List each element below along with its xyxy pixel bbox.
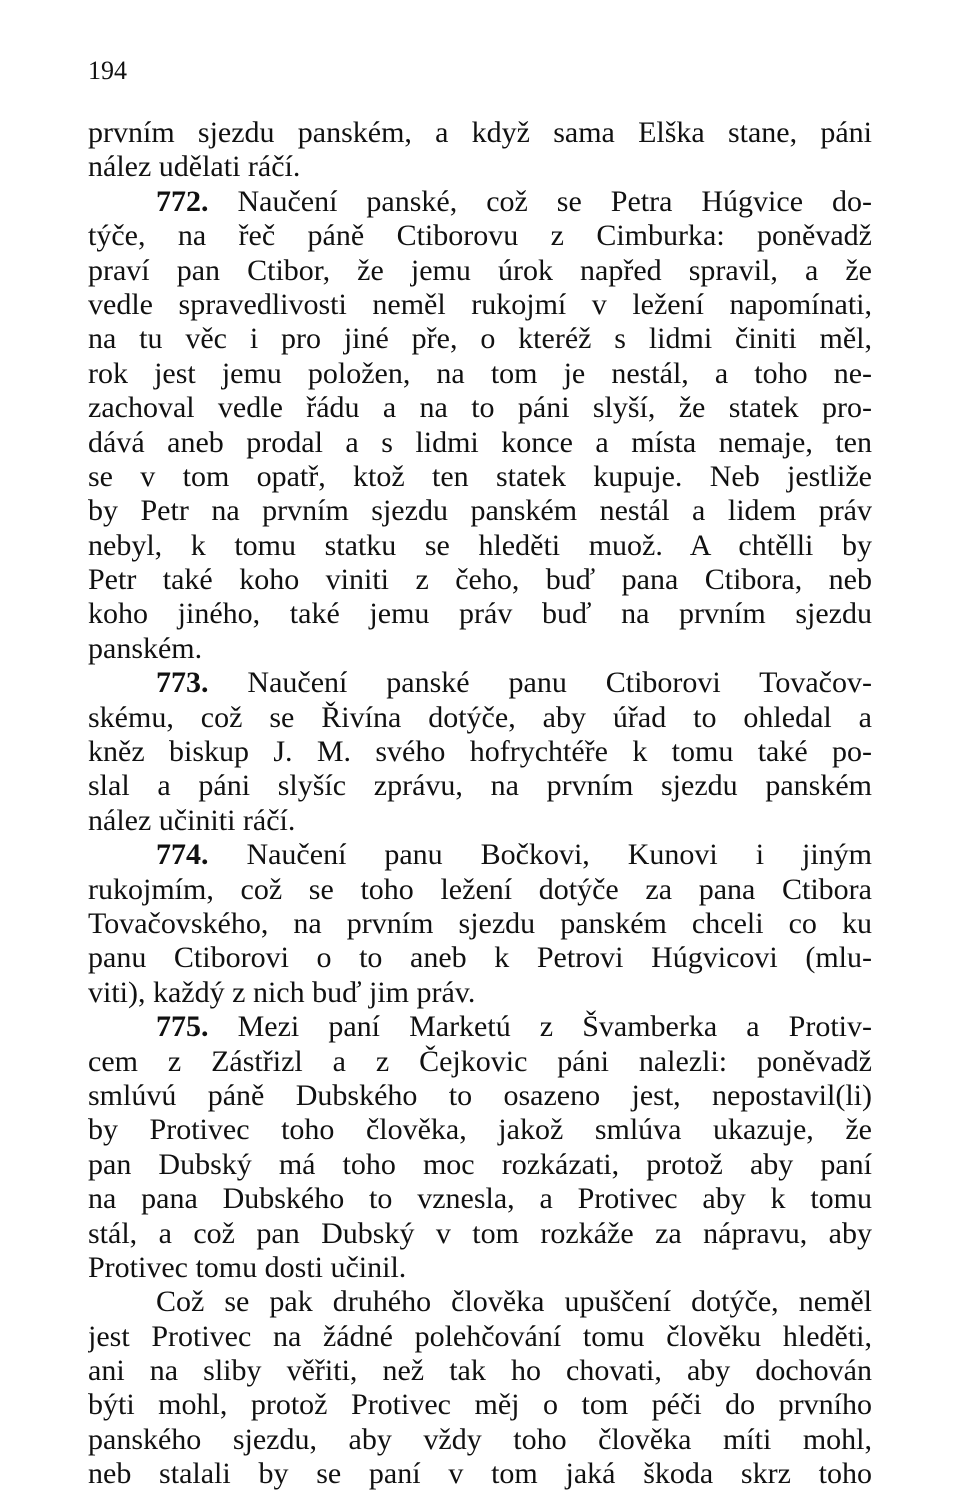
text-line xyxy=(88,838,872,872)
text-line xyxy=(88,563,872,597)
line-text: býti mohl, protož Protivec měj o tom péči do prvního xyxy=(88,1388,872,1422)
text-line xyxy=(88,1079,872,1113)
page-number: 194 xyxy=(88,56,127,85)
line-text: skému, což se Řivína dotýče, aby úřad to ohledal a xyxy=(88,700,872,734)
text-line xyxy=(88,185,872,219)
line-text: vedle spravedlivosti neměl rukojmí v ležení napomínati, xyxy=(88,287,872,321)
line-text: ani na sliby věřiti, než tak ho chovati, aby dochován xyxy=(88,1354,872,1388)
line-text: rok jest jemu položen, na tom je nestál, a toho ne- xyxy=(88,356,872,390)
text-line xyxy=(88,288,872,322)
text-line xyxy=(88,1320,872,1354)
text-line xyxy=(88,322,872,356)
line-text: nebyl, k tomu statku se hleděti muož. A chtělli by xyxy=(88,528,872,562)
text-line xyxy=(88,1457,872,1491)
text-line xyxy=(88,150,872,184)
text-line xyxy=(88,426,872,460)
text-line xyxy=(88,460,872,494)
line-text: se v tom opatř, ktož ten statek kupuje. Neb jestliže xyxy=(88,459,872,493)
text-line xyxy=(88,907,872,941)
line-text: rukojmím, což se toho ležení dotýče za pana Ctibora xyxy=(88,872,872,906)
text-line xyxy=(88,1045,872,1079)
text-line xyxy=(88,391,872,425)
line-text: by Protivec toho člověka, jakož smlúva ukazuje, že xyxy=(88,1113,872,1147)
text-line xyxy=(88,1217,872,1251)
line-text: týče, na řeč páně Ctiborovu z Cimburka: poněvadž xyxy=(88,219,872,253)
text-line xyxy=(88,1182,872,1216)
text-line xyxy=(88,804,872,838)
text-line xyxy=(88,254,872,288)
text-line xyxy=(88,116,872,150)
line-text: panu Ctiborovi o to aneb k Petrovi Húgvicovi (mlu- xyxy=(88,941,872,975)
line-text: neb stalali by se paní v tom jaká škoda skrz toho xyxy=(88,1457,872,1491)
text-line xyxy=(88,219,872,253)
line-text: Mezi paní Marketú z Švamberka a Protiv- xyxy=(208,1010,872,1044)
paragraph-number: 774. xyxy=(156,838,209,872)
line-text: by Petr na prvním sjezdu panském nestál a lidem práv xyxy=(88,494,872,528)
text-line xyxy=(88,701,872,735)
text-line xyxy=(88,1388,872,1422)
text-line xyxy=(88,1285,872,1319)
line-text: panského sjezdu, aby vždy toho člověka míti mohl, xyxy=(88,1422,872,1456)
line-text: na tu věc i pro jiné pře, o kteréž s lidmi činiti měl, xyxy=(88,322,872,356)
line-text: Tovačovského, na prvním sjezdu panském chceli co ku xyxy=(88,906,872,940)
text-line xyxy=(88,1423,872,1457)
text-line xyxy=(88,1113,872,1147)
text-line xyxy=(88,735,872,769)
text-line xyxy=(88,1354,872,1388)
text-line xyxy=(88,873,872,907)
line-text: stál, a což pan Dubský v tom rozkáže za nápravu, aby xyxy=(88,1216,872,1250)
line-text: pan Dubský má toho moc rozkázati, protož aby paní xyxy=(88,1147,872,1181)
line-text: smlúvú páně Dubského to osazeno jest, nepostavil(li) xyxy=(88,1078,872,1112)
line-text: jest Protivec na žádné polehčování tomu člověku hleděti, xyxy=(88,1319,872,1353)
line-text: praví pan Ctibor, že jemu úrok napřed spravil, a že xyxy=(88,253,872,287)
paragraph-number: 775. xyxy=(156,1010,209,1044)
text-line xyxy=(88,494,872,528)
line-text: nález udělati ráčí. xyxy=(88,150,301,184)
line-text: Naučení panu Bočkovi, Kunovi i jiným xyxy=(208,838,872,872)
text-line xyxy=(88,1010,872,1044)
body-text xyxy=(88,116,872,1492)
text-line xyxy=(88,941,872,975)
line-text: slal a páni slyšíc zprávu, na prvním sjezdu panském xyxy=(88,769,872,803)
text-line xyxy=(88,529,872,563)
text-line xyxy=(88,1251,872,1285)
line-text: prvním sjezdu panském, a když sama Elška stane, páni xyxy=(88,116,872,149)
line-text: Naučení panské, což se Petra Húgvice do- xyxy=(208,184,872,218)
line-text: Protivec tomu dosti učinil. xyxy=(88,1250,407,1284)
line-text: cem z Zástřizl a z Čejkovic páni nalezli: poněvadž xyxy=(88,1044,872,1078)
text-line xyxy=(88,597,872,631)
line-text: dává aneb prodal a s lidmi konce a místa nemaje, ten xyxy=(88,425,872,459)
text-line xyxy=(88,1148,872,1182)
text-line xyxy=(88,632,872,666)
paragraph-number: 772. xyxy=(156,184,209,218)
line-text: Což se pak druhého člověka upuščení dotýče, neměl xyxy=(156,1285,872,1319)
line-text: nález učiniti ráčí. xyxy=(88,803,296,837)
line-text: koho jiného, také jemu práv buď na prvním sjezdu xyxy=(88,597,872,631)
text-line xyxy=(88,666,872,700)
paragraph-number: 773. xyxy=(156,666,209,700)
text-line xyxy=(88,976,872,1010)
line-text: zachoval vedle řádu a na to páni slyší, že statek pro- xyxy=(88,391,872,425)
text-line xyxy=(88,357,872,391)
line-text: Petr také koho viniti z čeho, buď pana Ctibora, neb xyxy=(88,563,872,597)
line-text: kněz biskup J. M. svého hofrychtéře k tomu také po- xyxy=(88,735,872,769)
line-text: viti), každý z nich buď jim práv. xyxy=(88,975,476,1009)
line-text: Naučení panské panu Ctiborovi Tovačov- xyxy=(208,666,872,700)
line-text: na pana Dubského to vznesla, a Protivec aby k tomu xyxy=(88,1182,872,1216)
line-text: panském. xyxy=(88,631,203,665)
text-line xyxy=(88,769,872,803)
